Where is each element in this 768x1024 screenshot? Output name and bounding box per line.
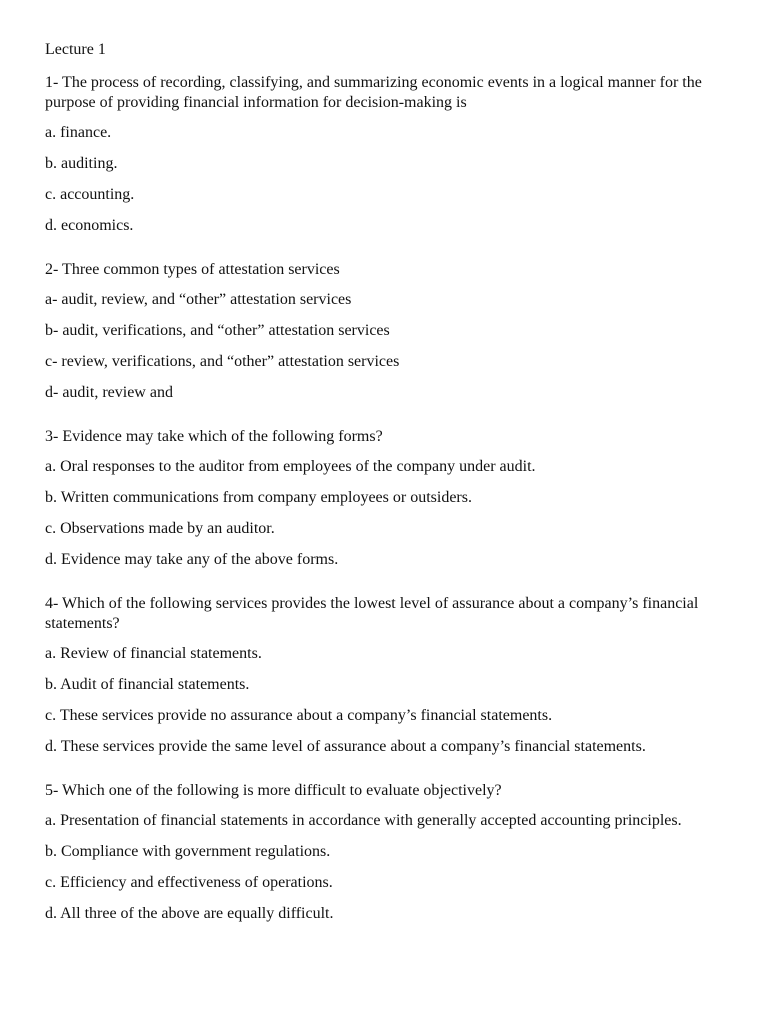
option-d: d. Evidence may take any of the above forms. [45, 551, 339, 568]
option-c: c- review, verifications, and “other” attestation services [45, 353, 400, 370]
question-5 [45, 781, 735, 924]
question-3 [45, 427, 735, 570]
question-2 [45, 260, 735, 403]
question-text: 4- Which of the following services provides the lowest level of assurance about a company’s financial statements? [45, 595, 699, 632]
option-c: c. accounting. [45, 186, 135, 203]
question-1 [45, 73, 735, 236]
question-text: 1- The process of recording, classifying, and summarizing economic events in a logical manner for the purpose of providing financial information for decision-making is [45, 74, 702, 111]
option-b: b. Written communications from company employees or outsiders. [45, 489, 472, 506]
option-a: a. Oral responses to the auditor from employees of the company under audit. [45, 458, 536, 475]
option-c: c. These services provide no assurance about a company’s financial statements. [45, 707, 553, 724]
option-b: b. auditing. [45, 155, 118, 172]
option-b: b- audit, verifications, and “other” attestation services [45, 322, 390, 339]
question-4 [45, 594, 735, 757]
option-c: c. Observations made by an auditor. [45, 520, 275, 537]
option-a: a. finance. [45, 124, 112, 141]
option-b: b. Audit of financial statements. [45, 676, 250, 693]
option-d: d. All three of the above are equally difficult. [45, 905, 334, 922]
option-d: d- audit, review and [45, 384, 173, 401]
option-a: a. Presentation of financial statements in accordance with generally accepted accounting principles. [45, 812, 682, 829]
option-a: a- audit, review, and “other” attestation services [45, 291, 352, 308]
option-d: d. economics. [45, 217, 134, 234]
lecture-title: Lecture 1 [45, 41, 106, 58]
question-text: 5- Which one of the following is more difficult to evaluate objectively? [45, 782, 502, 799]
option-d: d. These services provide the same level of assurance about a company’s financial statements. [45, 738, 646, 755]
option-a: a. Review of financial statements. [45, 645, 262, 662]
option-c: c. Efficiency and effectiveness of operations. [45, 874, 333, 891]
question-text: 2- Three common types of attestation services [45, 261, 340, 278]
option-b: b. Compliance with government regulations. [45, 843, 331, 860]
document-page [45, 40, 735, 924]
question-text: 3- Evidence may take which of the following forms? [45, 428, 383, 445]
